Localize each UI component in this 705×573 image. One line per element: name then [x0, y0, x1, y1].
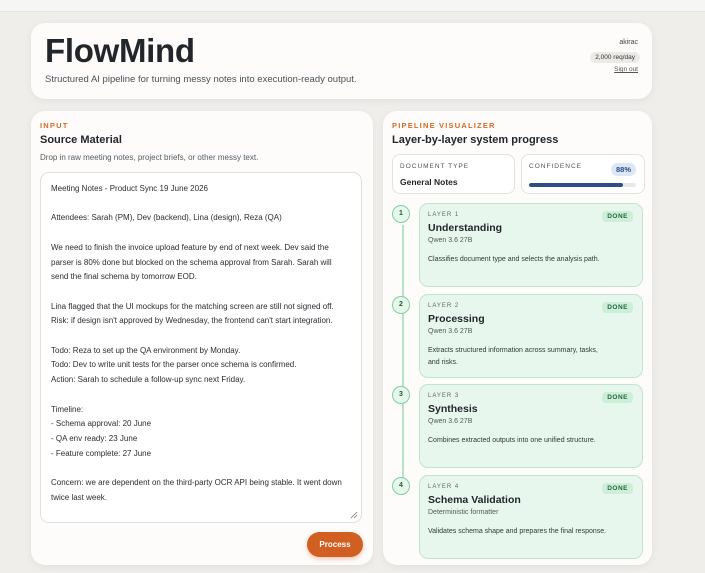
quota-badge: 2,000 req/day [590, 52, 640, 63]
source-text-content: Meeting Notes - Product Sync 19 June 2026 Attendees: Sarah (PM), Dev (backend), Lina (design), Reza (QA) We need to finish the invoice upload feature by end of next week. Dev said the parser is 80% done but blocked on the schema approval from Sarah. Sarah will send the final schema by tomorrow EOD. Lina flagged that the UI mockups for the matching screen are still not signed off. Risk: if design isn't approved by Wednesday, the frontend can't start integration. Todo: Reza to set up the QA environment by Monday. Todo: Dev to write unit tests for the parser once schema is confirmed. Action: Sarah to schedule a follow-up sync next Friday. Timeline: - Schema approval: 20 June - QA env ready: 23 June - Feature complete: 27 June Concern: we are dependent on the third-party OCR API being stable. It went down twice last week. [51, 184, 342, 502]
confidence-bar-fill [529, 183, 623, 187]
layer-description: Validates schema shape and prepares the final response. [428, 528, 607, 535]
input-section-title: Source Material [40, 134, 122, 146]
status-badge: DONE [602, 302, 633, 313]
layer-step-number: 3 [392, 386, 410, 404]
source-text-area[interactable] [40, 172, 362, 523]
layer-model: Qwen 3.6 27B [428, 237, 473, 244]
browser-top-strip [0, 0, 705, 12]
layer-card [419, 384, 643, 468]
status-badge: DONE [602, 211, 633, 222]
document-type-label: DOCUMENT TYPE [400, 163, 470, 170]
layer-model: Qwen 3.6 27B [428, 418, 473, 425]
layer-tag: LAYER 4 [428, 484, 460, 490]
layer-name: Synthesis [428, 403, 478, 415]
layer-tag: LAYER 2 [428, 303, 460, 309]
layer-item [392, 203, 645, 287]
layer-model: Qwen 3.6 27B [428, 328, 473, 335]
layer-item [392, 384, 645, 468]
layer-card [419, 203, 643, 287]
layer-item [392, 475, 645, 559]
app-logo-title: FlowMind [45, 32, 195, 69]
confidence-label: CONFIDENCE [529, 163, 582, 170]
layer-description: Extracts structured information across summary, tasks, and risks. [428, 347, 598, 366]
user-name: akirac [619, 39, 638, 46]
status-badge: DONE [602, 392, 633, 403]
pipeline-visualizer-panel [383, 111, 652, 565]
layer-model: Deterministic formatter [428, 509, 499, 516]
input-section-tag: INPUT [40, 121, 69, 130]
layer-tag: LAYER 1 [428, 212, 460, 218]
pipeline-section-tag: PIPELINE VISUALIZER [392, 121, 496, 130]
document-type-value: General Notes [400, 177, 458, 187]
status-badge: DONE [602, 483, 633, 494]
layer-step-number: 4 [392, 477, 410, 495]
layer-name: Processing [428, 313, 485, 325]
layer-tag: LAYER 3 [428, 393, 460, 399]
input-section-subtitle: Drop in raw meeting notes, project briefs, or other messy text. [40, 153, 259, 162]
layer-name: Understanding [428, 222, 503, 234]
confidence-bar [529, 183, 636, 187]
pipeline-section-title: Layer-by-layer system progress [392, 134, 559, 146]
process-button[interactable]: Process [307, 532, 363, 557]
confidence-value-badge: 88% [611, 163, 636, 176]
layer-step-number: 1 [392, 205, 410, 223]
resize-handle-icon[interactable] [350, 511, 358, 519]
app-header [31, 23, 652, 99]
layer-card [419, 475, 643, 559]
layer-description: Combines extracted outputs into one unified structure. [428, 437, 596, 444]
app-tagline: Structured AI pipeline for turning messy notes into execution-ready output. [45, 74, 357, 85]
layer-item [392, 294, 645, 378]
layer-card [419, 294, 643, 378]
sign-out-link[interactable]: Sign out [614, 66, 638, 73]
layer-timeline [392, 203, 645, 563]
layer-step-number: 2 [392, 296, 410, 314]
document-type-box [392, 154, 515, 194]
layer-name: Schema Validation [428, 494, 521, 506]
confidence-box [521, 154, 645, 194]
layer-description: Classifies document type and selects the analysis path. [428, 256, 600, 263]
input-panel [31, 111, 373, 565]
